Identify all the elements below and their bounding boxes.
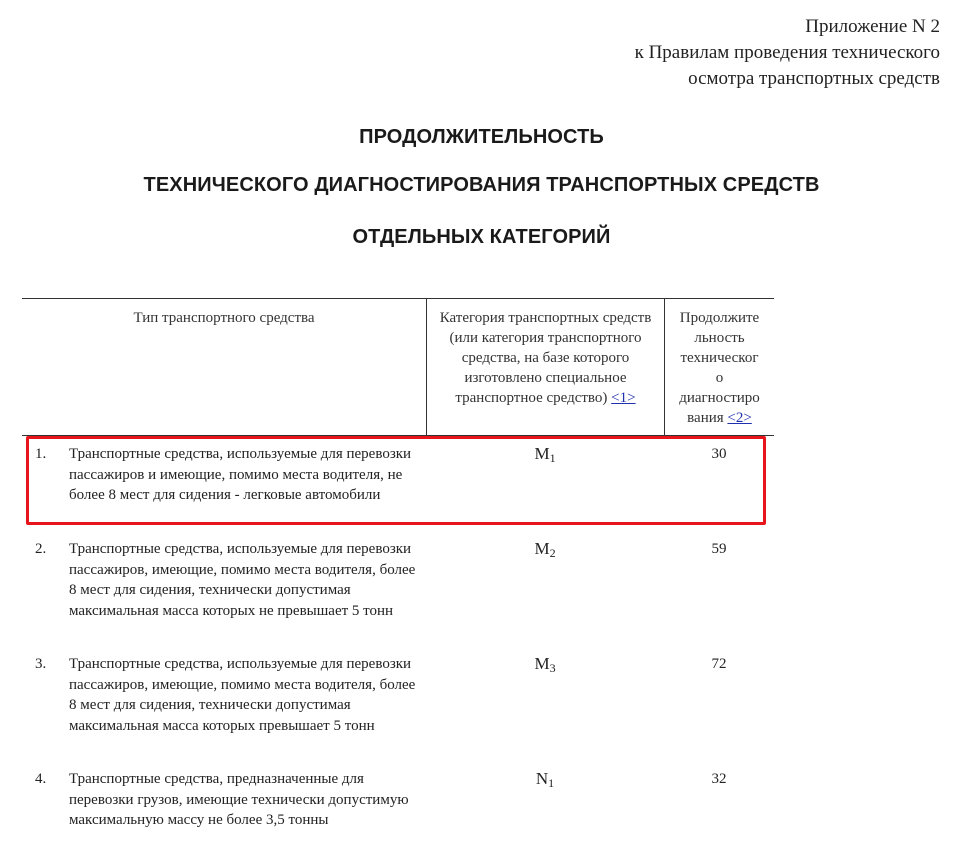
category-subscript: 1 [548, 776, 555, 790]
row-category [426, 444, 664, 469]
header-duration-line: диагностиро [679, 390, 760, 406]
header-category-text: Категория транспортных средств (или категория транспортного средства, на базе которого изготовлено специальное транспортное средство) [439, 310, 652, 406]
footnote-link-2[interactable]: <2> [727, 410, 752, 426]
header-category [426, 299, 664, 435]
row-category [426, 539, 664, 564]
row-duration: 59 [711, 541, 727, 557]
appendix-line-2: к Правилам проведения технического [634, 42, 940, 63]
row-type-text: Транспортные средства, используемые для перевозки пассажиров, имеющие, помимо места водителя, более 8 мест для сидения, технически допустимая максимальная масса которых превышает 5 тонн [69, 656, 416, 734]
header-duration-last [669, 408, 770, 428]
header-duration-line: Продолжите [679, 310, 760, 326]
title-line-3: ОТДЕЛЬНЫХ КАТЕГОРИЙ [352, 226, 611, 248]
category-letter: M [534, 444, 550, 463]
appendix-note [635, 14, 940, 92]
title-line-2: ТЕХНИЧЕСКОГО ДИАГНОСТИРОВАНИЯ ТРАНСПОРТНЫХ СРЕДСТВ [143, 174, 820, 196]
row-number: 1. [35, 446, 47, 462]
row-type-text: Транспортные средства, предназначенные для перевозки грузов, имеющие технически допустимую максимальную массу не более 3,5 тонны [69, 771, 409, 828]
row-category [426, 654, 664, 679]
row-number: 2. [35, 541, 47, 557]
header-duration [664, 299, 774, 435]
row-number: 4. [35, 771, 47, 787]
category-letter: N [535, 769, 549, 788]
appendix-line-3: осмотра транспортных средств [688, 68, 940, 89]
footnote-link-1[interactable]: <1> [611, 390, 636, 406]
row-duration: 30 [711, 446, 727, 462]
header-duration-line: льность [694, 330, 745, 346]
duration-table [22, 298, 774, 436]
category-letter: M [534, 654, 550, 673]
category-subscript: 3 [549, 661, 556, 675]
header-duration-line: о [715, 370, 724, 386]
category-subscript: 1 [549, 451, 556, 465]
table-header [22, 298, 774, 436]
category-subscript: 2 [549, 546, 556, 560]
row-type-text: Транспортные средства, используемые для перевозки пассажиров, имеющие, помимо места водителя, более 8 мест для сидения, технически допустимая максимальная масса которых не превышает 5 тонн [69, 541, 416, 619]
category-letter: M [534, 539, 550, 558]
row-category [426, 769, 664, 794]
row-duration: 32 [711, 771, 727, 787]
header-duration-line: вания [687, 410, 724, 426]
row-duration: 72 [711, 656, 727, 672]
header-duration-line: техническог [680, 350, 759, 366]
header-type: Тип транспортного средства [133, 310, 315, 326]
title-line-1: ПРОДОЛЖИТЕЛЬНОСТЬ [359, 126, 604, 148]
row-type-text: Транспортные средства, используемые для перевозки пассажиров и имеющие, помимо места водителя, не более 8 мест для сидения - легковые автомобили [69, 446, 412, 503]
row-number: 3. [35, 656, 47, 672]
appendix-line-1: Приложение N 2 [805, 16, 940, 37]
